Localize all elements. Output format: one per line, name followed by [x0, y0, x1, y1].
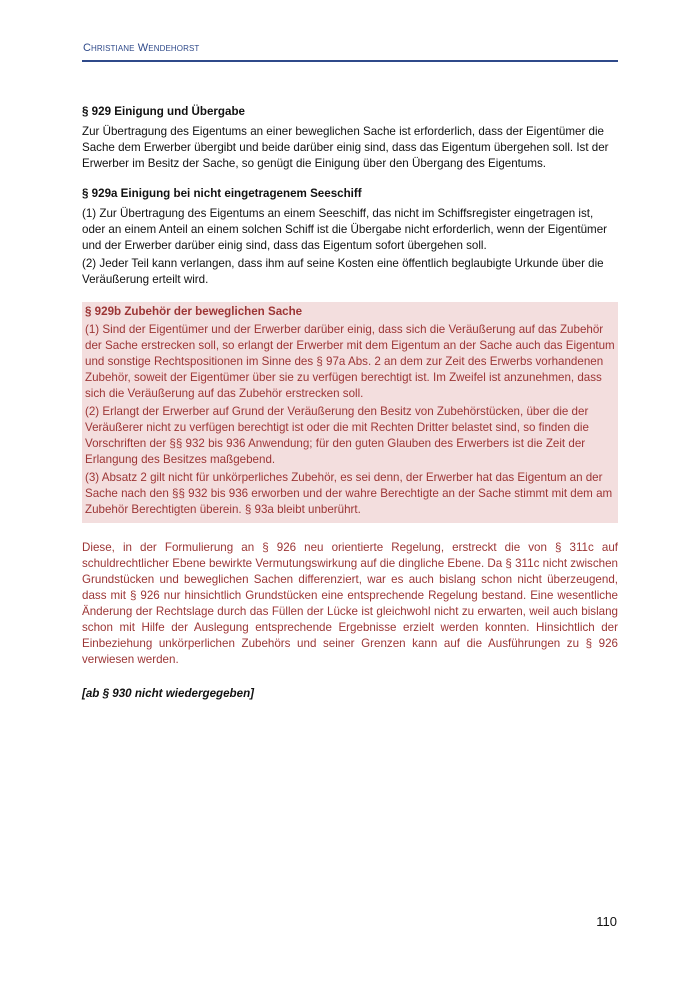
highlight-section-929b — [82, 302, 618, 523]
section-paragraph: (1) Zur Übertragung des Eigentums an einem Seeschiff, das nicht im Schiffsregister eingetragen ist, oder an einem Anteil an einem solchen Schiff ist die Übergabe nicht erforderlich, wenn der Eigentümer und der Erwerber darüber einig sind, dass das Eigentum sofort übergehen soll. — [82, 207, 608, 252]
section-paragraph: Zur Übertragung des Eigentums an einer beweglichen Sache ist erforderlich, dass der Eigentümer die Sache dem Erwerber übergibt und beide darüber einig sind, dass das Eigentum übergehen soll. Ist der Erwerber im Besitz der Sache, so genügt die Einigung über den Übergang des Eigentums. — [82, 125, 609, 170]
highlight-heading: § 929b Zubehör der beweglichen Sache — [85, 305, 303, 318]
highlight-paragraph: (2) Erlangt der Erwerber auf Grund der Veräußerung den Besitz von Zubehörstücken, über die der Veräußerer nicht zu verfügen berechtigt ist oder die mit Rechten Dritter belastet sind, so finden die Vorschriften der §§ 932 bis 936 Anwendung; für den guten Glauben des Erwerbers ist die Zeit der Erlangung des Besitzes maßgebend. — [85, 405, 589, 466]
omission-note: [ab § 930 nicht wiedergegeben] — [82, 687, 255, 700]
section-929 — [82, 104, 618, 172]
page-number: 110 — [596, 914, 617, 929]
section-paragraph: (2) Jeder Teil kann verlangen, dass ihm auf seine Kosten eine öffentlich beglaubigte Urkunde über die Veräußerung erteilt wird. — [82, 257, 604, 286]
header-author: Christiane Wendehorst — [83, 42, 200, 54]
page-content — [82, 104, 618, 702]
highlight-paragraph: (3) Absatz 2 gilt nicht für unkörperliches Zubehör, es sei denn, der Erwerber hat das Eigentum an der Sache nach den §§ 932 bis 936 erworben und der wahre Berechtigte an der Sache stimmt mit dem am Zubehör Berechtigten überein. § 93a bleibt unberührt. — [85, 471, 613, 516]
section-929a — [82, 186, 618, 288]
section-heading: § 929 Einigung und Übergabe — [82, 105, 245, 118]
highlight-paragraph: (1) Sind der Eigentümer und der Erwerber darüber einig, dass sich die Veräußerung auf das Zubehör der Sache erstrecken soll, so erlangt der Erwerber mit dem Eigentum an der Sache auch das Eigentum und sonstige Rechtspositionen im Sinne des § 97a Abs. 2 an dem zur Zeit des Erwerbs vorhandenen Zubehör, soweit der Eigentümer über sie zu verfügen berechtigt ist. Im Zweifel ist anzunehmen, dass sich die Veräußerung auf das Zubehör erstrecken soll. — [85, 323, 615, 400]
commentary-paragraph: Diese, in der Formulierung an § 926 neu orientierte Regelung, erstreckt die von § 311c auf schuldrechtlicher Ebene bewirkte Vermutungswirkung auf die dingliche Ebene. Da § 311c nicht zwischen Grundstücken und beweglichen Sachen differenziert, war es auch bislang schon nicht überzeugend, dass mit § 926 nur hinsichtlich Grundstücken eine entsprechende Regelung bestand. Eine wesentliche Änderung der Rechtslage durch das Füllen der Lücke ist gleichwohl nicht zu erwarten, weil auch bislang schon mit Hilfe der Auslegung entsprechende Ergebnisse erzielt werden konnten. Hinsichtlich der Einbeziehung unkörperlichen Zubehörs und seiner Grenzen kann auf die Ausführungen zu § 926 verwiesen werden. — [82, 541, 618, 666]
section-heading: § 929a Einigung bei nicht eingetragenem Seeschiff — [82, 187, 362, 200]
running-header — [82, 41, 618, 62]
